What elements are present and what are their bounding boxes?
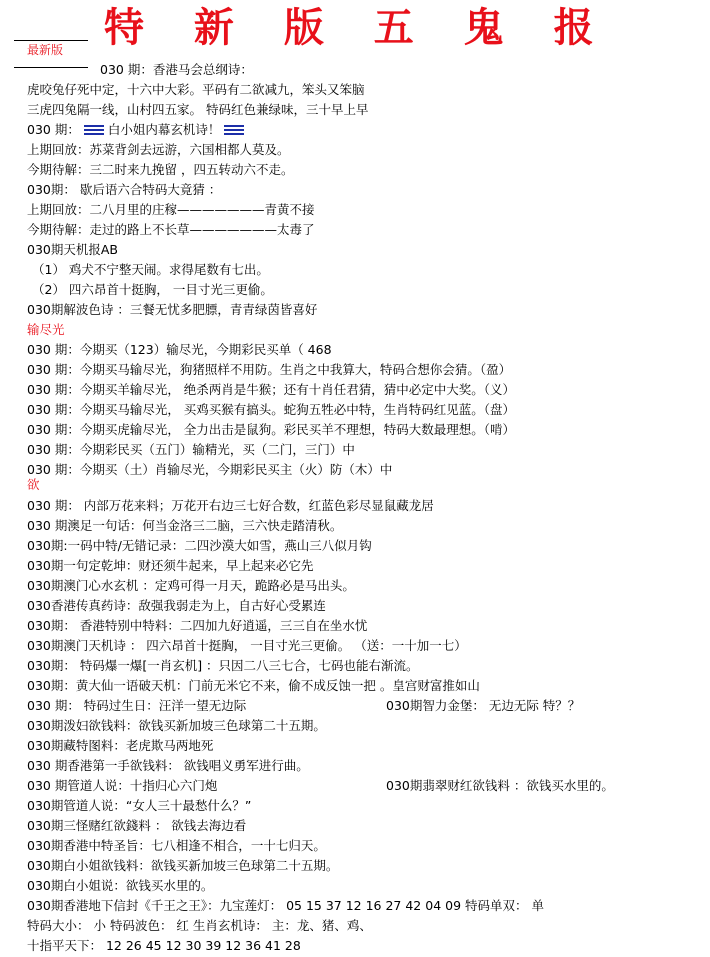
text-line: 030 期澳足一句话：何当金洛三二脑，三六快走踏清秋。 xyxy=(27,518,343,533)
text-line: 上期回放：苏菜背剑去远游，六国相都人莫及。 xyxy=(27,142,290,157)
text-line: 030期藏特图料：老虎欺马两地死 xyxy=(27,738,214,753)
text-line-left: 030 期管道人说：十指归心六门炮 xyxy=(27,778,218,793)
text-line: 030期解波色诗 ：三餐无忧多肥膘，青青绿茵皆喜好 xyxy=(27,302,318,317)
text-line: 上期回放：二八月里的庄稼———————青黄不接 xyxy=(27,202,315,217)
text-line: 030期白小姐说：欲钱买水里的。 xyxy=(27,878,214,893)
text-line-left: 030 期： 特码过生日：汪洋一望无边际 xyxy=(27,698,247,713)
text-line: 030期天机报AB xyxy=(27,242,118,257)
text-line: 030 期：今期买马输尽光， 买鸡买猴有搞头。蛇狗五牲必中特，生肖特码红见蓝。（盘） xyxy=(27,402,516,417)
text-line: 030期:一码中特/无错记录：二四沙漠大如雪，燕山三八似月钩 xyxy=(27,538,372,553)
text-line: 030 期香港第一手欲钱料： 欲钱唱义勇军进行曲。 xyxy=(27,758,309,773)
emerald-note: 030期翡翠财红欲钱料 ：欲钱买水里的。 xyxy=(386,778,614,793)
text-line-flag xyxy=(27,120,244,140)
flag-icon xyxy=(224,125,244,135)
text-line: 030期澳门心水玄机 ：定鸡可得一月天，跪路必是马出头。 xyxy=(27,578,355,593)
text-line: （2） 四六昂首十挺胸， 一目寸光三更偷。 xyxy=(32,282,273,297)
text-line: 030期澳门天机诗 ： 四六昂首十挺胸， 一目寸光三更偷。 （送：一十加一七） xyxy=(27,638,467,653)
flag-icon xyxy=(84,125,104,135)
text-line: 030期三怪赌红欲錢料 ： 欲钱去海边看 xyxy=(27,818,247,833)
top-rule-left xyxy=(14,40,88,41)
text-line: 030期： 特码爆一爆[一肖玄机] ：只因二八三七合，七码也能右渐流。 xyxy=(27,658,419,673)
section-heading-red: 输尽光 xyxy=(27,322,65,337)
text-line-two-column xyxy=(27,776,677,796)
text-line: 030 期：今期买虎输尽光， 全力出击是鼠狗。彩民买羊不理想，特码大数最理想。（啃） xyxy=(27,422,516,437)
text-line: 三虎四兔隔一线，山村四五家。 特码红色兼绿味，三十早上早 xyxy=(27,102,369,117)
text-line-two-column xyxy=(27,696,677,716)
text-line: 030 期：香港马会总纲诗： xyxy=(100,62,253,77)
text-line: 十指平天下： 12 26 45 12 30 39 12 36 41 28 xyxy=(27,938,301,953)
text-line: 030 期： 内部万花来料；万花开右边三七好合数，红蓝色彩尽显鼠藏龙居 xyxy=(27,498,434,513)
flag-line-prefix: 030 期： xyxy=(27,122,80,137)
latest-edition-badge: 最新版 xyxy=(27,43,64,57)
text-line: 030期：黄大仙一语破天机：门前无米它不来，偷不成反蚀一把 。皇宫财富推如山 xyxy=(27,678,480,693)
page-title: 特 新 版 五 鬼 报 xyxy=(104,4,612,51)
text-line: 030期一句定乾坤：财还须牛起来，早上起来必它先 xyxy=(27,558,314,573)
text-line: 030期： 香港特别中特料：二四加九好逍遥，三三自在坐水忧 xyxy=(27,618,368,633)
text-line: 虎咬兔仔死中定，十六中大彩。平码有二欲减九，笨头又笨脑 xyxy=(27,82,365,97)
rule-under-badge xyxy=(14,67,88,68)
text-line: 030期白小姐欲钱料：欲钱买新加坡三色球第二十五期。 xyxy=(27,858,339,873)
text-line: 今期待解：走过的路上不长草———————太毒了 xyxy=(27,222,315,237)
text-line: 030 期：今期买（土）肖输尽光，今期彩民买主（火）防（木）中 xyxy=(27,462,393,477)
text-line: 今期待解：三二时来九挽留 ，四五转动六不走。 xyxy=(27,162,294,177)
text-line: 030期管道人说：“女人三十最愁什么？” xyxy=(27,798,252,813)
text-line: 030期： 歇后语六合特码大竟猜 ： xyxy=(27,182,222,197)
intelligence-note: 030期智力金堡： 无边无际 特？？ xyxy=(386,698,581,713)
text-line: 030期香港地下信封《千王之王》：九宝莲灯： 05 15 37 12 16 27 42 04 09 特码单双： 单 xyxy=(27,898,544,913)
text-line: 030期泼妇欲钱料：欲钱买新加坡三色球第二十五期。 xyxy=(27,718,326,733)
text-line: （1） 鸡犬不宁整天闹。求得尾数有七出。 xyxy=(32,262,269,277)
section-heading-red-small: 欲 xyxy=(27,477,40,492)
text-line: 030香港传真药诗：敌强我弱走为上，自古好心受累连 xyxy=(27,598,326,613)
text-line: 030 期：今期彩民买（五门）输精光，买（二门，三门）中 xyxy=(27,442,355,457)
text-line: 030期香港中特圣旨：七八相逢不相合，一十七归天。 xyxy=(27,838,326,853)
text-line: 030 期：今期买（123）输尽光，今期彩民买单（ 468 xyxy=(27,342,332,357)
flag-line-text: 白小姐内幕玄机诗！ xyxy=(107,122,221,137)
text-line: 030 期：今期买羊输尽光， 绝杀两肖是牛猴；还有十肖任君猜，猜中必定中大奖。（义） xyxy=(27,382,516,397)
text-line: 030 期：今期买马输尽光，狗猪照样不用防。生肖之中我算大，特码合想你会猜。（盈） xyxy=(27,362,512,377)
text-line: 特码大小： 小 特码波色： 红 生肖玄机诗： 主：龙、猪、鸡、 xyxy=(27,918,372,933)
